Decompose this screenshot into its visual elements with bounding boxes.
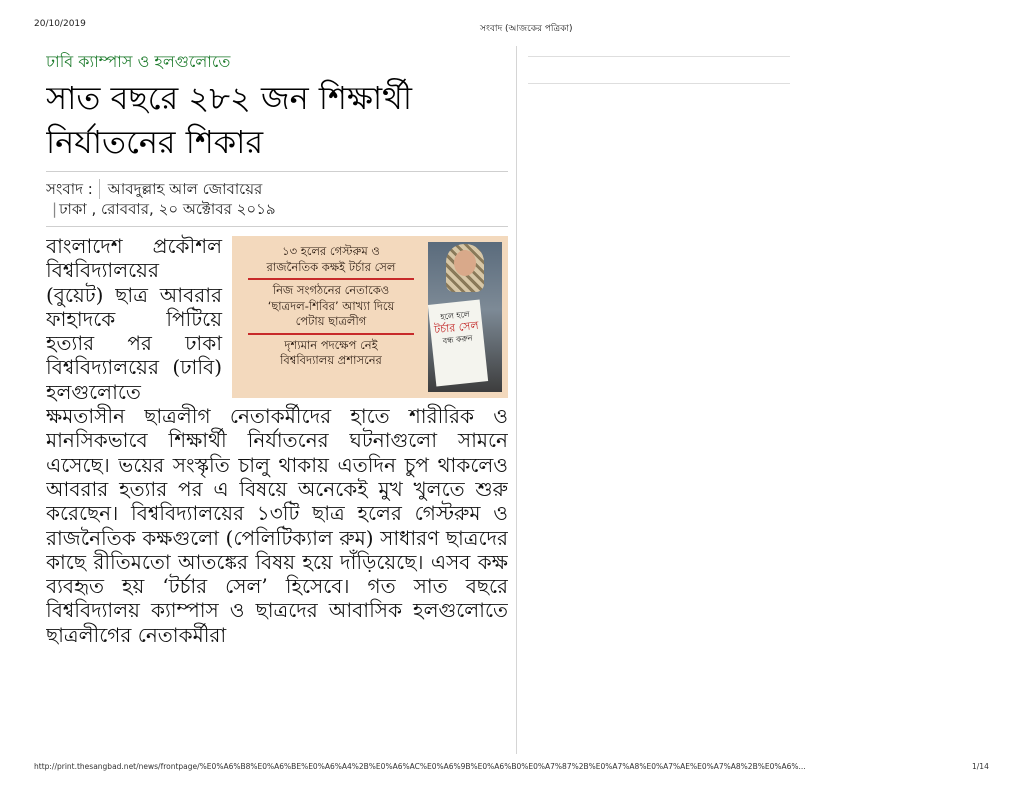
photo-face	[454, 250, 476, 276]
print-header-date: 20/10/2019	[34, 19, 86, 29]
divider	[46, 171, 508, 172]
photo-placard	[428, 300, 488, 387]
article-body	[46, 234, 508, 647]
placard-line: হলে হলে	[440, 309, 471, 322]
dateline-separator: |	[52, 200, 58, 218]
author-name: আবদুল্লাহ আল জোবায়ের	[107, 180, 263, 198]
print-footer-url: http://print.thesangbad.net/news/frontpage/%E0%A6%B8%E0%A6%BE%E0%A6%A4%2B%E0%A6%AC%E0%A6%9B%E0%A6%B0%E0%A7%87%2B%E0%A7%A8%E0%A7%AE%E0%A7%A8%2B%E0%A6%...	[34, 762, 806, 771]
sidebar-line	[528, 83, 790, 84]
article	[46, 52, 508, 752]
divider	[46, 226, 508, 227]
inset-line: ‘ছাত্রদল-শিবির’ আখ্যা দিয়ে	[267, 298, 395, 313]
inset-line: দৃশ্যমান পদক্ষেপ নেই	[284, 337, 378, 352]
column-divider	[516, 46, 517, 754]
inset-line: পেটায় ছাত্রলীগ	[295, 314, 367, 328]
dateline-text: ঢাকা , রোববার, ২০ অক্টোবর ২০১৯	[59, 200, 276, 218]
byline-label: সংবাদ :	[46, 179, 100, 199]
inset-line: নিজ সংগঠনের নেতাকেও	[272, 283, 390, 297]
placard-line: বন্ধ করুন	[442, 333, 473, 346]
article-kicker: ঢাবি ক্যাম্পাস ও হলগুলোতে	[46, 52, 231, 71]
article-headline: সাত বছরে ২৮২ জন শিক্ষার্থী নির্যাতনের শিকার	[46, 79, 413, 161]
inset-line: রাজনৈতিক কক্ষই টর্চার সেল	[266, 259, 396, 274]
print-header-title: সংবাদ (আজকের পত্রিকা)	[480, 24, 573, 34]
dateline	[46, 199, 508, 219]
print-footer-page: 1/14	[972, 762, 989, 771]
inset-line: বিশ্ববিদ্যালয় প্রশাসনের	[280, 353, 382, 367]
inset-text	[232, 236, 428, 398]
inset-line: ১৩ হলের গেস্টরুম ও	[282, 244, 380, 258]
inset-graphic	[232, 236, 508, 398]
body-paragraph: বাংলাদেশ প্রকৌশল বিশ্ববিদ্যালয়ের (বুয়েট) ছাত্র আবরার ফাহাদকে পিটিয়ে হত্যার পর ঢাকা বিশ্ববিদ্যালয়ের (ঢাবি) হলগুলোতে ক্ষমতাসীন ছাত্রলীগ নেতাকর্মীদের হাতে শারীরিক ও মানসিকভাবে শিক্ষার্থী নির্যাতনের ঘটনাগুলো সামনে এসেছে। ভয়ের সংস্কৃতি চালু থাকায় এতদিন চুপ থাকলেও আবরার হত্যার পর এ বিষয়ে অনেকেই মুখ খুলতে শুরু করেছেন। বিশ্ববিদ্যালয়ের ১৩টি ছাত্র হলের গেস্টরুম ও রাজনৈতিক কক্ষগুলো (পেলিটিক্যাল রুম) সাধারণ ছাত্রদের কাছে রীতিমতো আতঙ্কের বিষয় হয়ে দাঁড়িয়েছে। এসব কক্ষ ব্যবহৃত হয় ‘টর্চার সেল’ হিসেবে। গত সাত বছরে বিশ্ববিদ্যালয় ক্যাম্পাস ও ছাত্রদের আবাসিক হলগুলোতে ছাত্রলীগের নেতাকর্মীরা	[46, 234, 508, 647]
protest-photo	[428, 242, 502, 392]
inset-rule	[248, 333, 414, 335]
placard-line: টর্চার সেল	[433, 318, 480, 337]
sidebar-line	[528, 56, 790, 57]
inset-rule	[248, 278, 414, 280]
byline	[46, 179, 508, 199]
